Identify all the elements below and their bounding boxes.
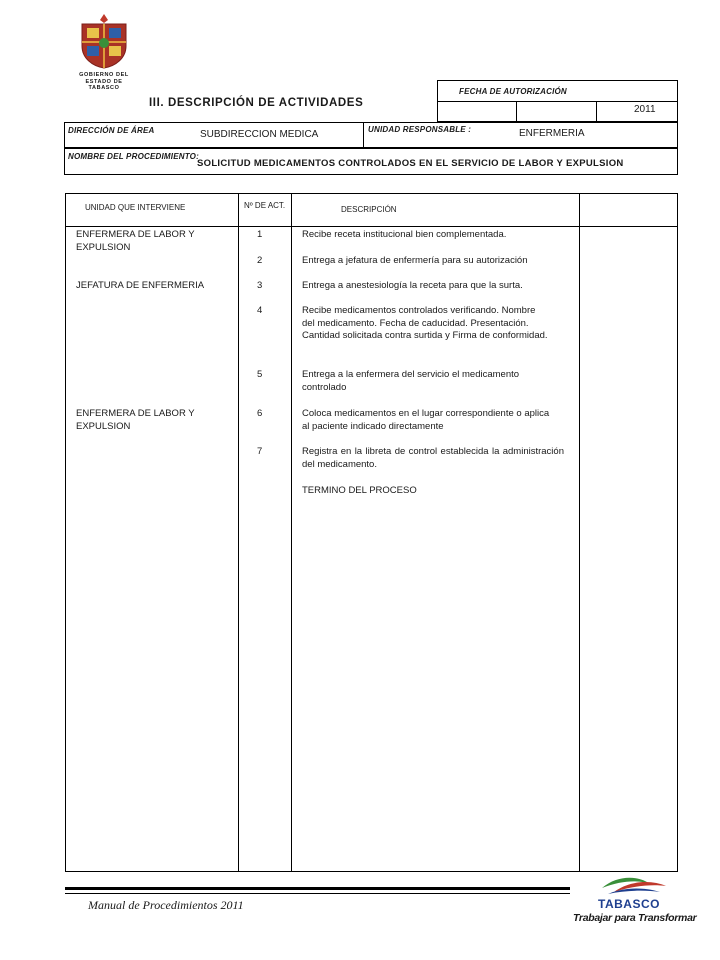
tabasco-swoosh-icon	[600, 872, 670, 896]
col-header-desc: DESCRIPCIÓN	[341, 205, 397, 214]
activity-description: Coloca medicamentos en el lugar correspondiente o aplica al paciente indicado directamente	[302, 408, 550, 432]
coat-caption-1: GOBIERNO DEL	[79, 72, 129, 78]
unit-cell: ENFERMERA DE LABOR Y EXPULSION	[76, 408, 195, 432]
col-header-unidad: UNIDAD QUE INTERVIENE	[85, 203, 186, 212]
tabasco-logo	[573, 872, 697, 932]
slogan: Trabajar para Transformar	[573, 912, 697, 924]
activity-number: 3	[257, 280, 263, 291]
manual-title: Manual de Procedimientos 2011	[88, 898, 244, 912]
closing-text: TERMINO DEL PROCESO	[302, 485, 417, 496]
activity-description: Entrega a anestesiología la receta para que la surta.	[302, 280, 523, 291]
unidad-label: UNIDAD RESPONSABLE :	[368, 125, 472, 134]
logo-word: TABASCO	[598, 897, 660, 911]
procedimiento-label: NOMBRE DEL PROCEDIMIENTO:	[68, 152, 199, 161]
unidad-value: ENFERMERIA	[519, 128, 585, 139]
coat-of-arms-icon	[74, 12, 134, 70]
authorization-label: FECHA DE AUTORIZACIÓN	[459, 87, 567, 96]
activity-number: 5	[257, 369, 263, 380]
unit-cell: ENFERMERA DE LABOR Y EXPULSION	[76, 229, 195, 253]
activity-number: 7	[257, 446, 263, 457]
activity-description: Entrega a jefatura de enfermería para su autorización	[302, 255, 528, 266]
coat-caption-2: ESTADO DE	[85, 78, 123, 85]
col-header-num: Nº DE ACT.	[244, 201, 286, 210]
section-title: III. DESCRIPCIÓN DE ACTIVIDADES	[149, 97, 364, 109]
coat-of-arms	[74, 12, 134, 94]
coat-caption-3: TABASCO	[88, 85, 120, 91]
unit-cell: JEFATURA DE ENFERMERIA	[76, 280, 205, 291]
activities-table	[65, 193, 678, 872]
direccion-label: DIRECCIÓN DE ÁREA	[68, 126, 155, 135]
footer-rule-thin	[65, 893, 570, 894]
activity-description: Recibe receta institucional bien complementada.	[302, 229, 507, 240]
authorization-year: 2011	[634, 104, 656, 115]
activity-description: Recibe medicamentos controlados verificando. Nombre del medicamento. Fecha de caducidad. Presentación. Cantidad solicitada contra surtida y Firma de conformidad.	[302, 305, 548, 341]
footer-rule	[65, 887, 570, 890]
procedimiento-value: SOLICITUD MEDICAMENTOS CONTROLADOS EN EL SERVICIO DE LABOR Y EXPULSION	[197, 158, 624, 169]
activity-description: Entrega a la enfermera del servicio el medicamento controlado	[302, 369, 520, 393]
activity-number: 6	[257, 408, 263, 419]
activity-number: 1	[257, 229, 263, 240]
direccion-value: SUBDIRECCION MEDICA	[200, 129, 319, 140]
activity-number: 2	[257, 255, 263, 266]
activity-description: Registra en la libreta de control establecida la administración del medicamento.	[302, 446, 564, 470]
activity-number: 4	[257, 305, 263, 316]
